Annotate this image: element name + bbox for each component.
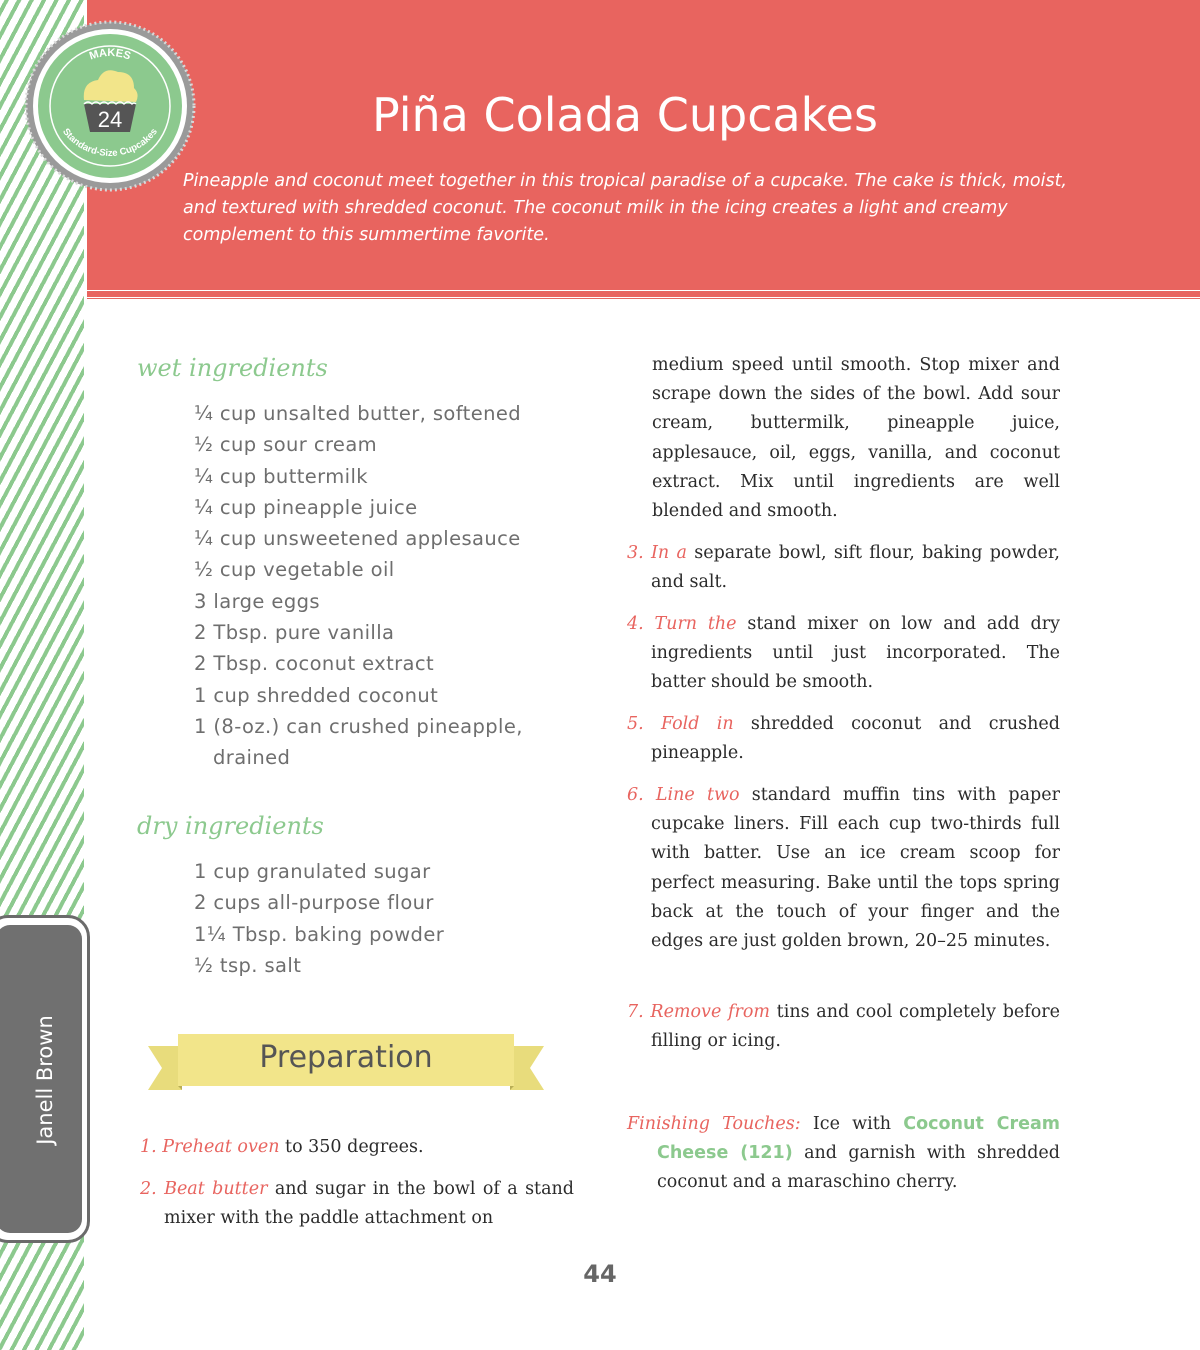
preparation-heading: Preparation — [259, 1040, 433, 1075]
wet-ingredients-heading: wet ingredients — [137, 354, 328, 382]
dry-ingredients-list — [194, 856, 444, 981]
preparation-step: 4. Turn the stand mixer on low and add dry ingredients until just incorporated. The batter should be smooth. — [627, 614, 1060, 693]
ingredient-item: ¼ cup unsalted butter, softened — [194, 402, 522, 425]
ingredient-item: ¼ cup buttermilk — [194, 464, 368, 488]
ingredient-item: ½ cup vegetable oil — [194, 558, 395, 582]
wet-ingredients-list — [194, 398, 523, 774]
ingredient-item: ¼ cup unsweetened applesauce — [194, 527, 521, 551]
badge-count: 24 — [97, 107, 123, 132]
badge-top-text: MAKES — [87, 46, 133, 63]
dry-ingredients-heading: dry ingredients — [137, 812, 324, 840]
recipe-title: Piña Colada Cupcakes — [372, 88, 878, 142]
recipe-intro: Pineapple and coconut meet together in this tropical paradise of a cupcake. The cake is thick, moist, and textured with shredded coconut. The coconut milk in the icing creates a light and creamy complement to this summertime favorite. — [183, 171, 1067, 245]
badge-bottom-text: Standard-Size Cupcakes — [60, 126, 160, 159]
preparation-step: 1. Preheat oven to 350 degrees. — [140, 1137, 424, 1157]
ingredient-item: ½ tsp. salt — [194, 953, 302, 977]
finishing-touches: Finishing Touches: Ice with Coconut Cream Cheese (121) and garnish with shredded coconut and a maraschino cherry. — [627, 1114, 1061, 1193]
ingredient-item: 1 cup granulated sugar — [194, 860, 431, 883]
preparation-step-continued: medium speed until smooth. Stop mixer and scrape down the sides of the bowl. Add sour cream, buttermilk, pineapple juice, applesauce, oil, eggs, vanilla, and coconut extract. Mix until ingredients are well blended and smooth. — [652, 355, 1060, 522]
ingredient-item: 3 large eggs — [194, 589, 320, 613]
author-name: Janell Brown — [33, 1015, 57, 1145]
ingredient-item: 1 (8-oz.) can crushed pineapple, — [194, 714, 523, 738]
ingredient-item: 2 cups all-purpose flour — [194, 891, 434, 915]
ingredient-item: 1¼ Tbsp. baking powder — [194, 922, 445, 946]
ingredient-item: drained — [213, 746, 291, 770]
ingredient-item: 2 Tbsp. pure vanilla — [194, 621, 395, 645]
cross-reference-link: Coconut Cream Cheese (121) — [657, 1114, 1061, 1164]
preparation-step: 5. Fold in shredded coconut and crushed pineapple. — [627, 714, 1060, 764]
ingredient-item: ½ cup sour cream — [194, 433, 378, 457]
ingredient-item: 2 Tbsp. coconut extract — [194, 652, 435, 676]
preparation-step: 2. Beat butter and sugar in the bowl of a stand mixer with the paddle attachment on — [140, 1179, 574, 1229]
page-number: 44 — [583, 1260, 617, 1288]
header-rule — [87, 291, 1200, 297]
preparation-step: 7. Remove from tins and cool completely before filling or icing. — [627, 1002, 1061, 1052]
header-rule-thin — [87, 298, 1200, 299]
yield-badge — [24, 20, 196, 192]
preparation-step: 3. In a separate bowl, sift flour, baking powder, and salt. — [627, 543, 1060, 593]
ingredient-item: ¼ cup pineapple juice — [194, 495, 418, 519]
ingredient-item: 1 cup shredded coconut — [194, 683, 439, 707]
preparation-step: 6. Line two standard muffin tins with paper cupcake liners. Fill each cup two-thirds full with batter. Use an ice cream scoop for perfect measuring. Bake until the tops spring back at the touch of your finger and the edges are just golden brown, 20–25 minutes. — [627, 785, 1060, 952]
